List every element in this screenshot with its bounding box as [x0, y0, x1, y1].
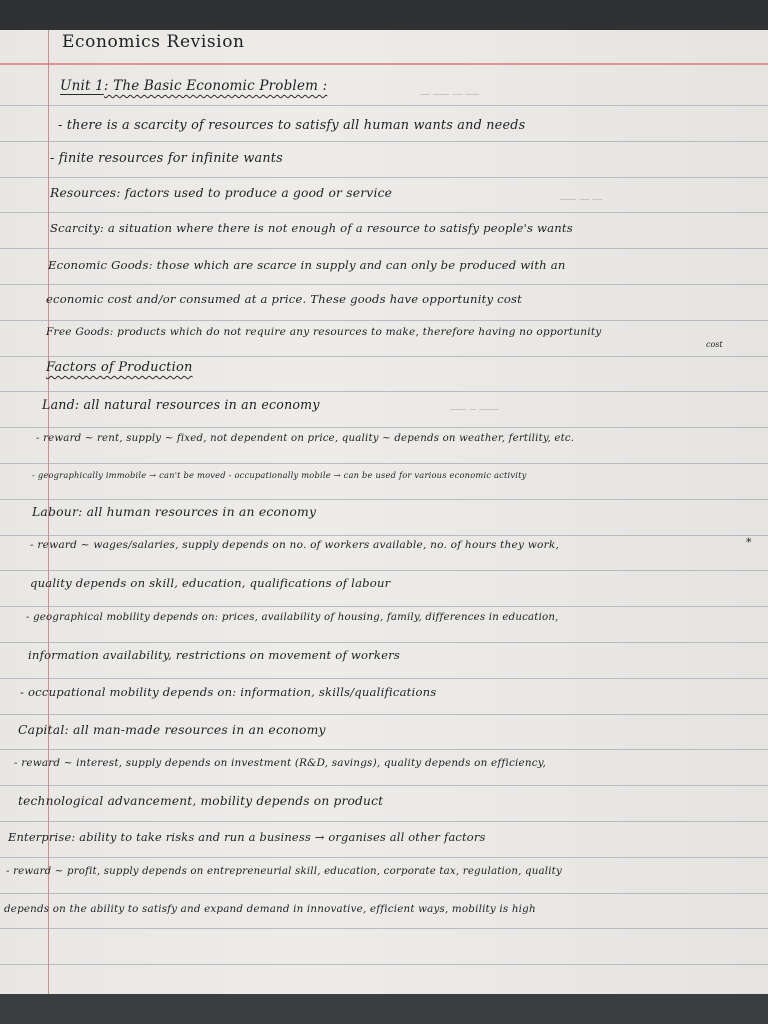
notebook-page [0, 30, 768, 994]
note-line: - reward ~ wages/salaries, supply depends on no. of workers available, no. of hours they work, [30, 539, 560, 551]
ruled-line [0, 893, 768, 894]
note-line: depends on the ability to satisfy and expand demand in innovative, efficient ways, mobility is high [4, 903, 536, 915]
ruled-line [0, 749, 768, 750]
ruled-line [0, 857, 768, 858]
note-line: economic cost and/or consumed at a price. These goods have opportunity cost [46, 292, 523, 306]
note-line: Land: all natural resources in an economy [42, 397, 320, 412]
ruled-line [0, 212, 768, 213]
ruled-line [0, 535, 768, 536]
note-line: - occupational mobility depends on: information, skills/qualifications [20, 685, 437, 699]
note-line: Scarcity: a situation where there is not enough of a resource to satisfy people's wants [50, 221, 573, 235]
note-asterisk: * [746, 536, 752, 549]
factors-heading: Factors of Production [46, 360, 193, 375]
note-cost: cost [706, 340, 723, 349]
note-line: - reward ~ profit, supply depends on entrepreneurial skill, education, corporate tax, regulation, quality [6, 866, 562, 877]
page-title: Economics Revision [62, 32, 245, 52]
show-through-text: ـــــ ــ ــــــ [450, 400, 499, 413]
note-line: Free Goods: products which do not require any resources to make, therefore having no opportunity [46, 326, 602, 338]
note-line: quality depends on skill, education, qualifications of labour [30, 576, 391, 590]
ruled-line [0, 606, 768, 607]
note-line: - reward ~ interest, supply depends on investment (R&D, savings), quality depends on efficiency, [14, 757, 546, 769]
note-line: technological advancement, mobility depends on product [18, 794, 384, 808]
background-top [0, 0, 768, 30]
ruled-line [0, 141, 768, 142]
ruled-line [0, 570, 768, 571]
ruled-line [0, 248, 768, 249]
ruled-line [0, 785, 768, 786]
header-rule [0, 63, 768, 65]
note-line: Capital: all man-made resources in an economy [18, 722, 326, 737]
ruled-line [0, 499, 768, 500]
note-line: - reward ~ rent, supply ~ fixed, not dependent on price, quality ~ depends on weather, fertility, etc. [36, 433, 575, 444]
ruled-line [0, 642, 768, 643]
ruled-line [0, 391, 768, 392]
ruled-line [0, 427, 768, 428]
ruled-line [0, 714, 768, 715]
note-line: Economic Goods: those which are scarce in supply and can only be produced with an [48, 258, 566, 272]
show-through-text: ـــــ ـــ ـــ [560, 190, 603, 203]
note-line: information availability, restrictions on movement of workers [28, 648, 401, 662]
show-through-text: ـــ ـــــ ـــ ــــ [420, 85, 479, 98]
note-line: Labour: all human resources in an economy [32, 504, 317, 519]
background-bottom [0, 994, 768, 1024]
note-line: - finite resources for infinite wants [50, 151, 283, 166]
section-heading [46, 360, 193, 375]
ruled-line [0, 177, 768, 178]
note-line: Resources: factors used to produce a good or service [50, 186, 393, 200]
note-line: - geographically immobile → can't be moved - occupationally mobile → can be used for various economic activity [32, 470, 527, 480]
unit-number: Unit 1 [60, 78, 104, 94]
ruled-line [0, 356, 768, 357]
note-line: - geographical mobility depends on: prices, availability of housing, family, differences in education, [26, 612, 559, 623]
ruled-line [0, 320, 768, 321]
ruled-line [0, 105, 768, 106]
unit-title: : The Basic Economic Problem : [103, 78, 328, 94]
unit-heading [60, 78, 327, 94]
note-line: Enterprise: ability to take risks and run a business → organises all other factors [8, 830, 486, 844]
ruled-line [0, 821, 768, 822]
ruled-line [0, 678, 768, 679]
ruled-line [0, 964, 768, 965]
ruled-line [0, 463, 768, 464]
ruled-line [0, 284, 768, 285]
ruled-line [0, 928, 768, 929]
note-line: - there is a scarcity of resources to satisfy all human wants and needs [58, 118, 526, 133]
